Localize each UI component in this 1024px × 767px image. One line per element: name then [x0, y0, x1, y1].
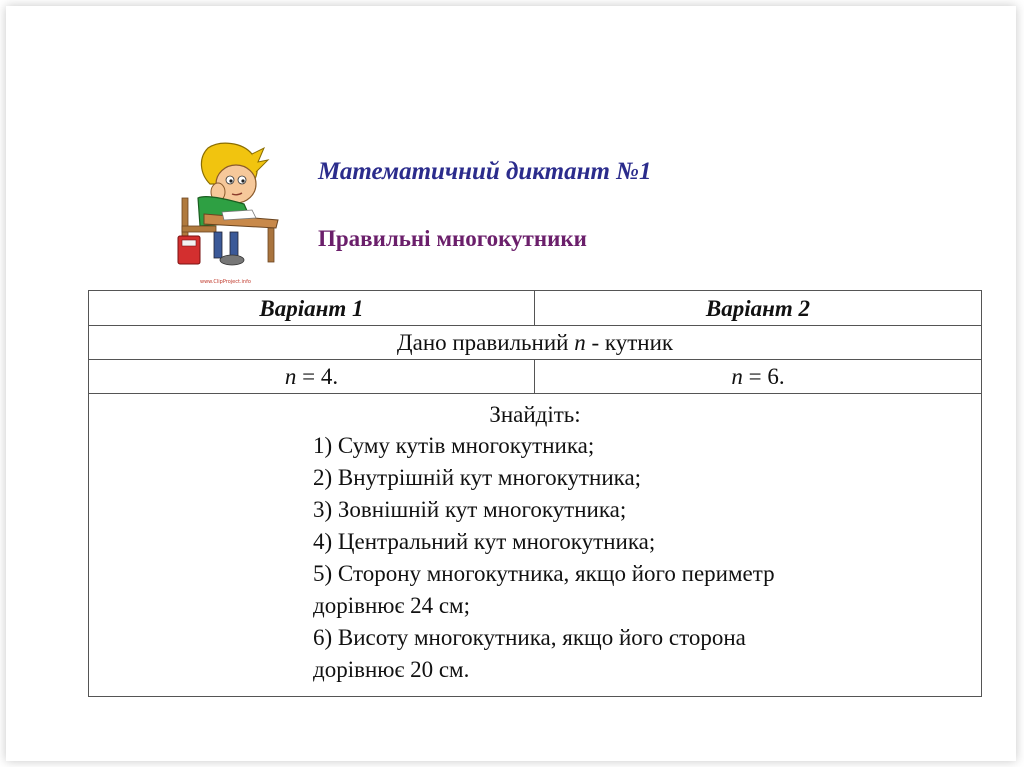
student-at-desk-icon [160, 140, 285, 290]
task-line: 4) Центральний кут многокутника; [313, 529, 656, 554]
given-suffix: - кутник [585, 330, 674, 355]
page-subtitle: Правильні многокутники [318, 226, 587, 251]
task-line: 5) Сторону многокутника, якщо його периметр [313, 561, 775, 586]
page-title: Математичний диктант №1 [318, 158, 652, 185]
variant-1-value: = 4. [296, 364, 339, 389]
dictation-table [88, 290, 982, 697]
find-label: Знайдіть: [489, 402, 581, 427]
task-line: дорівнює 20 см. [313, 657, 470, 682]
variant-1-header: Варіант 1 [89, 291, 535, 326]
n-values-row [89, 360, 982, 394]
given-row [89, 326, 982, 360]
variant-2-n-cell [535, 360, 982, 394]
given-prefix: Дано правильний [396, 330, 575, 355]
variant-2-value: = 6. [742, 364, 785, 389]
task-line: 1) Суму кутів многокутника; [313, 433, 595, 458]
variant-2-header: Варіант 2 [535, 291, 982, 326]
task-line: 2) Внутрішній кут многокутника; [313, 465, 642, 490]
clipart-caption: www.ClipProject.info [200, 279, 251, 285]
variant-2-variable: n [731, 364, 743, 389]
task-line: дорівнює 24 см; [313, 593, 470, 618]
variant-1-variable: n [284, 364, 297, 389]
given-variable: n [574, 330, 586, 355]
given-cell [89, 326, 982, 360]
table-header-row [89, 291, 982, 326]
variant-1-n-cell [89, 360, 535, 394]
tasks-row [89, 394, 982, 697]
tasks-cell [89, 394, 982, 697]
task-line: 6) Висоту многокутника, якщо його сторона [313, 625, 746, 650]
task-list [313, 430, 981, 686]
task-line: 3) Зовнішній кут многокутника; [313, 497, 627, 522]
